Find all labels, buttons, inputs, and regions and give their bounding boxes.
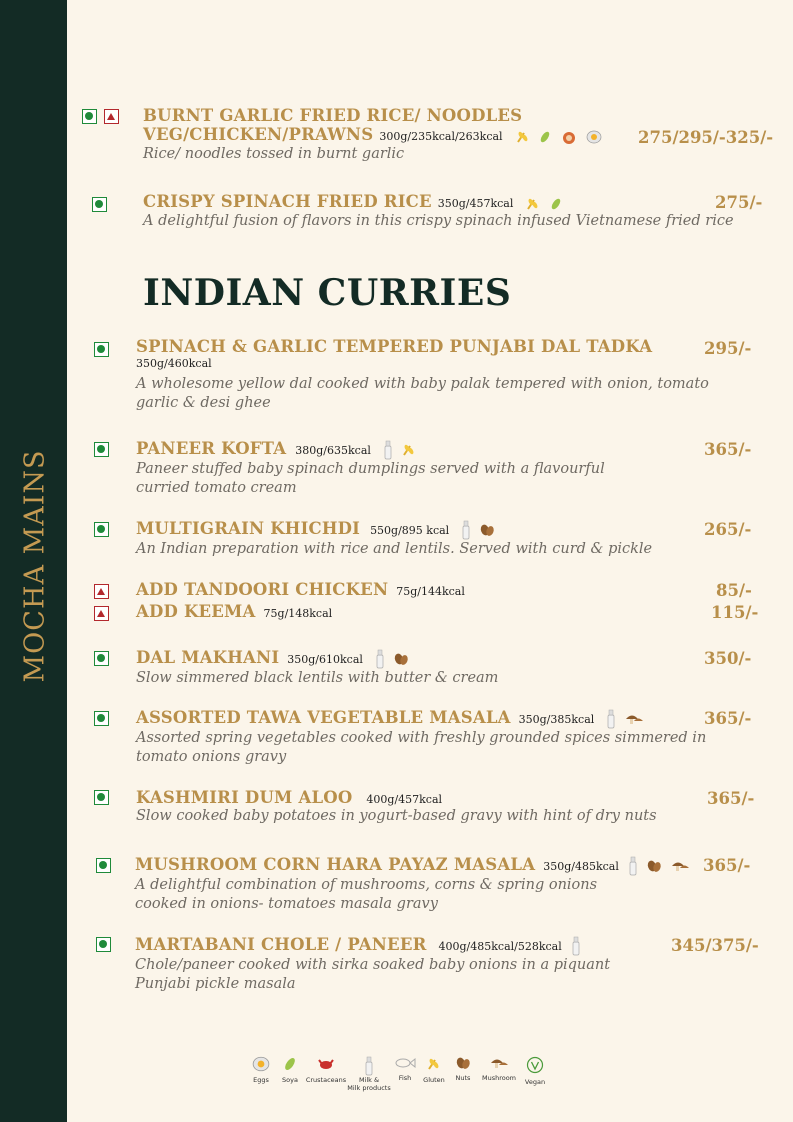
item-name-line2 (143, 125, 602, 145)
veg-icon (82, 109, 97, 124)
item-price: 275/- (715, 193, 763, 212)
section-title: INDIAN CURRIES (143, 272, 512, 314)
crab-icon (316, 1056, 336, 1072)
menu-item-dal-makhani (136, 648, 498, 688)
item-price: 365/- (704, 440, 752, 459)
veg-icon (94, 442, 109, 457)
item-meta: 350g/385kcal (518, 713, 595, 726)
soya-icon (282, 1056, 298, 1072)
item-price: 115/- (711, 603, 759, 622)
nonveg-icon (94, 584, 109, 599)
gluten-icon (525, 196, 541, 212)
allergen-legend (248, 1056, 551, 1092)
legend-label: Milk & (358, 1076, 380, 1084)
legend-label-line2: Milk products (347, 1084, 391, 1092)
legend-label: Nuts (455, 1074, 471, 1082)
milk-icon (461, 520, 471, 540)
veg-icon (94, 651, 109, 666)
legend-label: Eggs (253, 1076, 269, 1084)
nuts-icon (455, 1056, 471, 1070)
menu-item-paneer-kofta (136, 439, 605, 498)
milk-icon (628, 856, 638, 876)
veg-icon (94, 522, 109, 537)
egg-icon (586, 130, 602, 144)
item-name: MARTABANI CHOLE / PANEER (135, 935, 427, 954)
allergen-icons (513, 126, 603, 145)
item-meta: 380g/635kcal (295, 444, 371, 457)
item-description: Assorted spring vegetables cooked with freshly grounded spices simmered in (136, 729, 707, 746)
item-price: 350/- (704, 649, 752, 668)
vegan-icon (526, 1056, 544, 1074)
item-description-line2: tomato onions gravy (136, 748, 287, 765)
veg-icon (94, 711, 109, 726)
legend-label: Mushroom (481, 1074, 517, 1082)
legend-item-gluten (421, 1056, 447, 1092)
allergen-icons (604, 708, 644, 729)
milk-icon (383, 440, 393, 460)
gluten-icon (401, 442, 417, 458)
nonveg-icon (104, 109, 119, 124)
item-price: 275/295/-325/- (638, 128, 774, 147)
legend-label: Soya (282, 1076, 298, 1084)
item-name: PANEER KOFTA (136, 439, 287, 458)
veg-icon (96, 858, 111, 873)
item-description-line2: Punjabi pickle masala (135, 975, 296, 992)
gluten-icon (515, 129, 531, 145)
legend-item-vegan (522, 1056, 548, 1092)
legend-label: Vegan (524, 1078, 546, 1086)
item-price: 265/- (704, 520, 752, 539)
legend-item-milk (349, 1056, 389, 1092)
mushroom-icon (624, 712, 644, 726)
menu-item-add-tandoori-chicken (136, 580, 465, 599)
item-price: 345/375/- (671, 936, 759, 955)
item-name: CRISPY SPINACH FRIED RICE (143, 192, 432, 211)
item-name: ADD TANDOORI CHICKEN (136, 580, 389, 599)
item-name: BURNT GARLIC FRIED RICE/ NOODLES (143, 106, 523, 125)
fish-icon (394, 1056, 416, 1070)
menu-item-dal-tadka (136, 337, 709, 413)
veg-icon (96, 937, 111, 952)
soya-icon (538, 130, 552, 144)
item-description: A wholesome yellow dal cooked with baby palak tempered with onion, tomato (136, 376, 709, 392)
menu-item-multigrain-khichdi (136, 519, 652, 559)
menu-item-crispy-spinach (143, 192, 734, 231)
sidebar-title: MOCHA MAINS (19, 449, 51, 683)
legend-item-nuts (450, 1056, 476, 1092)
nuts-icon (393, 652, 409, 666)
item-name: ADD KEEMA (136, 602, 256, 621)
item-price: 365/- (703, 856, 751, 875)
legend-item-soya (277, 1056, 303, 1092)
item-meta: 350g/457kcal (437, 197, 514, 210)
milk-icon (571, 936, 581, 956)
egg-icon (252, 1056, 270, 1072)
nuts-icon (646, 859, 662, 873)
allergen-icons (459, 519, 495, 540)
menu-item-burnt-garlic (143, 106, 602, 164)
item-description: Slow cooked baby potatoes in yogurt-based gravy with hint of dry nuts (136, 808, 657, 824)
mushroom-icon (489, 1056, 509, 1070)
item-meta: 350g/485kcal (543, 860, 619, 873)
item-name: MULTIGRAIN KHICHDI (136, 519, 361, 538)
sidebar (0, 0, 67, 1122)
item-description: Slow simmered black lentils with butter & cream (136, 669, 499, 686)
legend-label: Crustaceans (305, 1076, 347, 1084)
allergen-icons (523, 193, 563, 212)
item-meta: 400g/457kcal (366, 793, 443, 806)
menu-item-tawa-vegetable (136, 708, 706, 767)
item-meta: 300g/235kcal/263kcal (379, 130, 503, 143)
legend-item-eggs (248, 1056, 274, 1092)
menu-item-martabani-chole (135, 935, 610, 994)
gluten-icon (426, 1056, 442, 1072)
item-description: Rice/ noodles tossed in burnt garlic (143, 146, 405, 162)
legend-label: Gluten (423, 1076, 445, 1084)
item-meta: 350g/610kcal (287, 653, 363, 666)
crab-icon (560, 129, 578, 145)
nonveg-icon (94, 606, 109, 621)
item-meta: 75g/144kcal (396, 585, 465, 598)
item-description: A delightful combination of mushrooms, corns & spring onions (135, 876, 598, 893)
item-price: 365/- (707, 789, 755, 808)
milk-icon (606, 709, 616, 729)
item-name: SPINACH & GARLIC TEMPERED PUNJABI DAL TADKA (136, 337, 653, 356)
item-name: KASHMIRI DUM ALOO (136, 788, 353, 807)
item-name: ASSORTED TAWA VEGETABLE MASALA (136, 708, 511, 727)
nuts-icon (479, 523, 495, 537)
allergen-icons (626, 855, 690, 876)
mushroom-icon (670, 859, 690, 873)
item-description: Paneer stuffed baby spinach dumplings served with a flavourful (136, 460, 605, 477)
veg-icon (94, 790, 109, 805)
item-description: Chole/paneer cooked with sirka soaked baby onions in a piquant (135, 956, 611, 973)
item-name-variants: VEG/CHICKEN/PRAWNS (143, 125, 374, 144)
menu-item-add-keema (136, 602, 332, 621)
item-name: MUSHROOM CORN HARA PAYAZ MASALA (135, 855, 536, 874)
legend-item-fish (392, 1056, 418, 1092)
item-price: 365/- (704, 709, 752, 728)
milk-icon (375, 649, 385, 669)
item-meta: 400g/485kcal/528kcal (438, 940, 562, 953)
milk-icon (364, 1056, 374, 1076)
item-description: An Indian preparation with rice and lentils. Served with curd & pickle (136, 540, 653, 557)
item-meta: 550g/895 kcal (370, 524, 450, 537)
legend-item-crustaceans (306, 1056, 346, 1092)
allergen-icons (569, 935, 581, 956)
item-price: 85/- (716, 581, 752, 600)
item-meta: 350g/460kcal (136, 357, 212, 370)
veg-icon (94, 342, 109, 357)
item-description-line2: garlic & desi ghee (136, 395, 271, 411)
item-price: 295/- (704, 339, 752, 358)
menu-item-mushroom-corn (135, 855, 690, 914)
allergen-icons (373, 648, 409, 669)
item-description: A delightful fusion of flavors in this crispy spinach infused Vietnamese fried rice (143, 213, 734, 229)
item-name: DAL MAKHANI (136, 648, 280, 667)
allergen-icons (381, 439, 417, 460)
soya-icon (549, 197, 563, 211)
item-meta: 75g/148kcal (263, 607, 333, 620)
item-description-line2: cooked in onions- tomatoes masala gravy (135, 895, 438, 912)
legend-item-mushroom (479, 1056, 519, 1092)
legend-label: Fish (398, 1074, 412, 1082)
item-description-line2: curried tomato cream (136, 479, 297, 496)
veg-icon (92, 197, 107, 212)
menu-item-kashmiri-dum-aloo (136, 788, 657, 826)
